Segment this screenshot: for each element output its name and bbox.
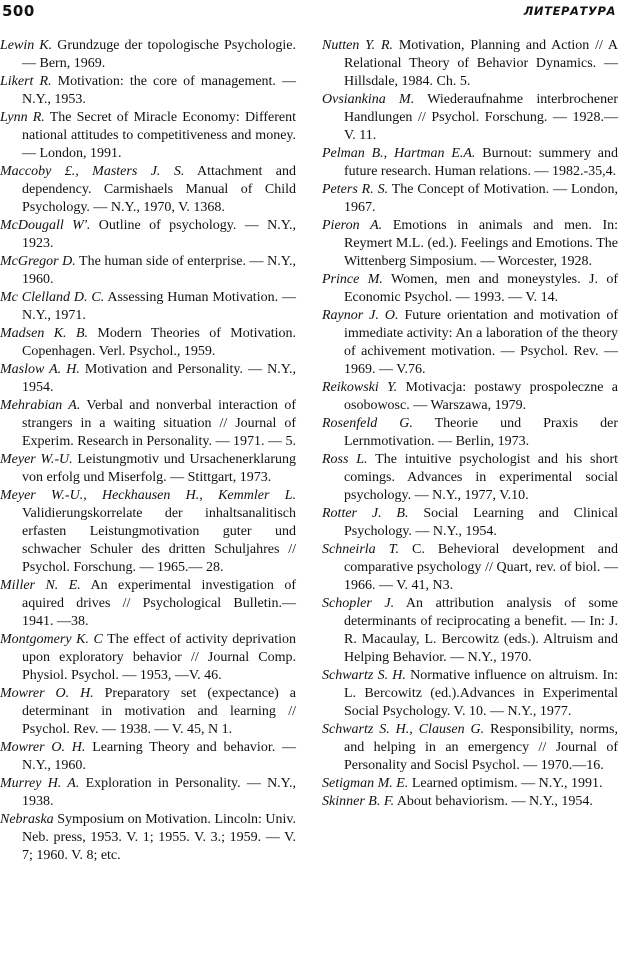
reference-text: Learning Theory and behavior. — N.Y., 1960.	[22, 740, 296, 773]
reference-author: Maslow A. H.	[0, 362, 80, 377]
reference-entry	[0, 685, 296, 739]
reference-author: Likert R.	[0, 74, 52, 89]
reference-author: Mehrabian A.	[0, 398, 81, 413]
reference-author: Miller N. E.	[0, 578, 81, 593]
reference-author: McDougall W'.	[0, 218, 91, 233]
reference-entry	[322, 145, 618, 181]
reference-entry	[0, 577, 296, 631]
reference-author: Rotter J. B.	[322, 506, 409, 521]
reference-text: Modern Theories of Motivation. Copenhagen. Verl. Psychol., 1959.	[22, 326, 296, 359]
reference-text: Motivation, Planning and Action // A Relational Theory of Behavior Dynamics. — Hillsdale, 1984. Ch. 5.	[344, 38, 618, 89]
reference-entry	[322, 271, 618, 307]
reference-entry	[0, 811, 296, 865]
reference-author: Nebraska	[0, 812, 54, 827]
reference-author: Schneirla T.	[322, 542, 399, 557]
reference-entry	[322, 541, 618, 595]
reference-author: Murrey H. A.	[0, 776, 80, 791]
reference-entry	[322, 451, 618, 505]
reference-text: Normative influence on altruism. In: L. Bercowitz (ed.).Advances in Experimental Social Psychology. V. 10. — N.Y., 1977.	[344, 668, 619, 719]
reference-text: Responsibility, norms, and helping in an emergency // Journal of Personality and Socisl Psychol. — 1970.—16.	[344, 722, 619, 773]
reference-author: Rosenfeld G.	[322, 416, 413, 431]
reference-text: Leistungmotiv und Ursachenerklarung von erfolg und Miserfolg. — Stittgart, 1973.	[22, 452, 297, 485]
reference-text: About behaviorism. — N.Y., 1954.	[396, 794, 593, 809]
reference-author: Montgomery K. C	[0, 632, 103, 647]
reference-entry	[322, 379, 618, 415]
reference-entry	[0, 73, 296, 109]
reference-author: Lewin K.	[0, 38, 53, 53]
reference-author: Madsen K. B.	[0, 326, 88, 341]
reference-entry	[322, 667, 618, 721]
reference-author: Schopler J.	[322, 596, 395, 611]
reference-text: An experimental investigation of aquired drives // Psychological Bulletin.— 1941. —38.	[22, 578, 296, 629]
reference-entry	[0, 163, 296, 217]
reference-author: Mowrer O. H.	[0, 740, 86, 755]
reference-text: Attachment and dependency. Carmishaels Manual of Child Psychology. — N.Y., 1970, V. 1368.	[22, 164, 296, 215]
reference-text: Theorie und Praxis der Lernmotivation. — Berlin, 1973.	[344, 416, 618, 449]
reference-text: Women, men and moneystyles. J. of Economic Psychol. — 1993. — V. 14.	[344, 272, 618, 305]
reference-text: Future orientation and motivation of immediate activity: An a laboration of the theory of achivement motivation. — Psychol. Rev. — 1969. — V.76.	[344, 308, 619, 377]
reference-author: Ross L.	[322, 452, 368, 467]
reference-author: Lynn R.	[0, 110, 45, 125]
reference-author: Meyer W.-U., Heckhausen H., Kemmler L.	[0, 488, 296, 503]
reference-entry	[0, 631, 296, 685]
reference-text: Motivation: the core of management. — N.Y., 1953.	[22, 74, 297, 107]
reference-entry	[322, 415, 618, 451]
reference-text: Grundzuge der topologische Psychologie. — Bern, 1969.	[22, 38, 296, 71]
reference-author: Peters R. S.	[322, 182, 389, 197]
reference-author: Pelman B., Hartman E.A.	[322, 146, 476, 161]
reference-entry	[0, 361, 296, 397]
reference-entry	[322, 793, 618, 811]
reference-author: Ovsiankina M.	[322, 92, 415, 107]
reference-text: Assessing Human Motivation. — N.Y., 1971.	[22, 290, 296, 323]
reference-entry	[0, 451, 296, 487]
reference-entry	[322, 595, 618, 667]
reference-text: The human side of enterprise. — N.Y., 1960.	[22, 254, 296, 287]
reference-entry	[0, 217, 296, 253]
reference-text: Verbal and nonverbal interaction of strangers in a waiting situation // Journal of Experim. Research in Personality. — 1971. — 5.	[22, 398, 296, 449]
reference-text: Motivacja: postawy prospoleczne a osobowosc. — Warszawa, 1979.	[344, 380, 619, 413]
running-head: ЛИТЕРАТУРА	[523, 4, 616, 18]
reference-author: Setigman M. E.	[322, 776, 409, 791]
reference-author: Pieron A.	[322, 218, 383, 233]
left-column	[0, 37, 296, 865]
reference-entry	[322, 91, 618, 145]
reference-text: The Concept of Motivation. — London, 1967.	[344, 182, 619, 215]
reference-text: Burnout: summery and future research. Human relations. — 1982.-35,4.	[344, 146, 618, 179]
page-header	[0, 0, 620, 26]
reference-author: Schwartz S. H., Clausen G.	[322, 722, 485, 737]
reference-entry	[0, 775, 296, 811]
reference-author: Schwartz S. H.	[322, 668, 406, 683]
reference-entry	[0, 109, 296, 163]
reference-text: Validierungskorrelate der inhaltsanalitisch erfasten Leistungmotivation guter und schwacher Schuler des dritten Schuljahres // Psychol. Forschung. — 1965.— 28.	[22, 506, 296, 575]
reference-text: Motivation and Personality. — N.Y., 1954.	[22, 362, 297, 395]
page-number: 500	[2, 2, 35, 20]
reference-author: Mowrer O. H.	[0, 686, 94, 701]
reference-text: Emotions in animals and men. In: Reymert M.L. (ed.). Feelings and Emotions. The Wittenberg Simposium. — Worcester, 1928.	[344, 218, 618, 269]
reference-entry	[322, 307, 618, 379]
reference-author: Meyer W.-U.	[0, 452, 73, 467]
reference-text: Learned optimism. — N.Y., 1991.	[411, 776, 603, 791]
reference-author: Maccoby £., Masters J. S.	[0, 164, 185, 179]
reference-text: Preparatory set (expectance) a determinant in motivation and learning // Psychol. Rev. — 1938. — V. 45, N 1.	[22, 686, 296, 737]
reference-entry	[0, 253, 296, 289]
reference-text: The intuitive psychologist and his short comings. Advances in experimental social psychology. — N.Y., 1977, V.10.	[344, 452, 619, 503]
reference-text: Wiederaufnahme interbrochener Handlungen // Psychol. Forschung. — 1928.—V. 11.	[344, 92, 618, 143]
reference-text: An attribution analysis of some determinants of reciprocating a benefit. — In: J. R. Macaulay, L. Bercowitz (eds.). Altruism and Helping Behavior. — N.Y., 1970.	[344, 596, 619, 665]
reference-entry	[322, 37, 618, 91]
reference-text: The effect of activity deprivation upon exploratory behavior // Journal Comp. Physiol. Psychol. — 1953, —V. 46.	[22, 632, 297, 683]
reference-text: Symposium on Motivation. Lincoln: Univ. Neb. press, 1953. V. 1; 1955. V. 3.; 1959. — V. 7; 1960. V. 8; etc.	[22, 812, 297, 863]
reference-entry	[0, 397, 296, 451]
reference-entry	[0, 487, 296, 577]
reference-author: McGregor D.	[0, 254, 76, 269]
reference-text: Outline of psychology. — N.Y., 1923.	[22, 218, 297, 251]
reference-entry	[322, 217, 618, 271]
reference-entry	[0, 739, 296, 775]
reference-entry	[322, 721, 618, 775]
reference-entry	[0, 289, 296, 325]
reference-entry	[0, 325, 296, 361]
reference-text: Exploration in Personality. — N.Y., 1938.	[22, 776, 296, 809]
reference-entry	[322, 505, 618, 541]
reference-entry	[0, 37, 296, 73]
reference-author: Reikowski Y.	[322, 380, 398, 395]
reference-entry	[322, 181, 618, 217]
reference-author: Nutten Y. R.	[322, 38, 393, 53]
reference-text: C. Behevioral development and comparative psychology // Quart, rev. of biol. — 1966. — V. 41, N3.	[344, 542, 618, 593]
reference-author: Skinner B. F.	[322, 794, 395, 809]
reference-author: Prince M.	[322, 272, 383, 287]
reference-author: Mc Clelland D. C.	[0, 290, 105, 305]
reference-author: Raynor J. O.	[322, 308, 399, 323]
right-column	[322, 37, 618, 811]
reference-text: Social Learning and Clinical Psychology. — N.Y., 1954.	[344, 506, 619, 539]
reference-entry	[322, 775, 618, 793]
reference-text: The Secret of Miracle Economy: Different national attitudes to competitiveness and money. — London, 1991.	[22, 110, 296, 161]
